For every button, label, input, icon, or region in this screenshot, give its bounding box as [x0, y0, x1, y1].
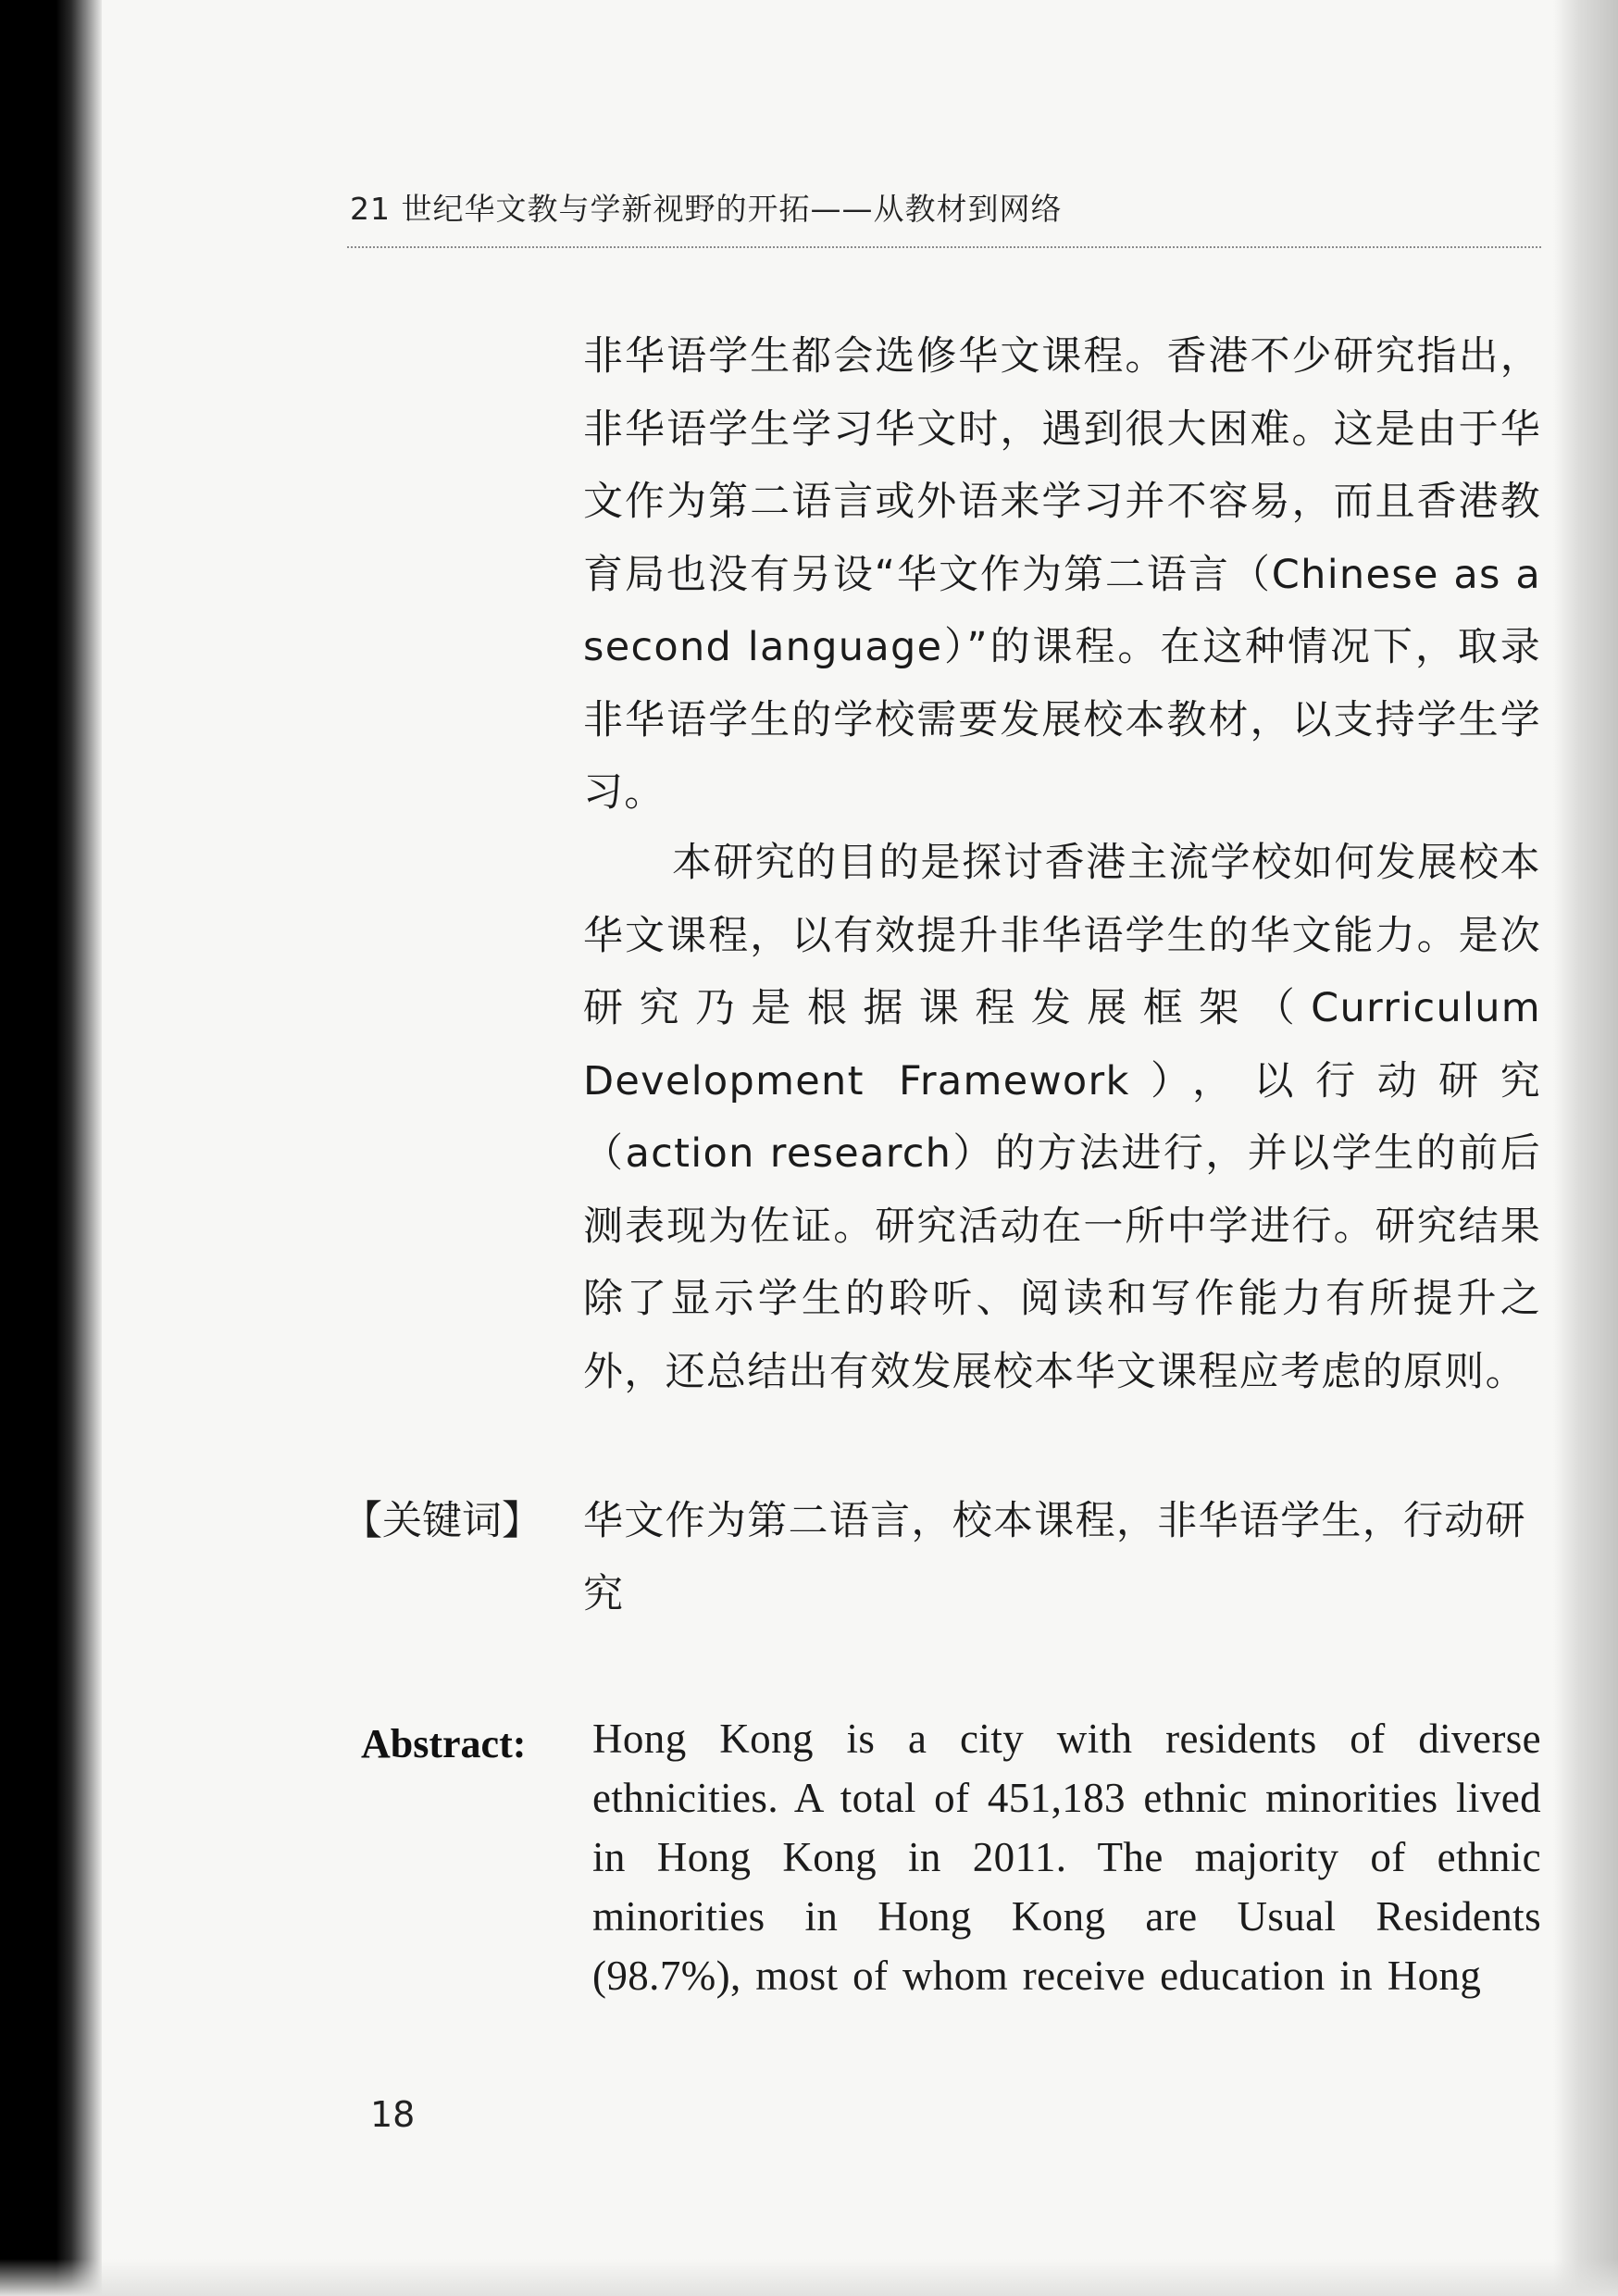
- page-number: 18: [370, 2094, 416, 2135]
- keywords-label: 【关键词】: [342, 1498, 541, 1544]
- running-header: 21 世纪华文教与学新视野的开拓——从教材到网络: [350, 191, 1063, 227]
- header-rule: [347, 246, 1541, 248]
- body-paragraph-2: 本研究的目的是探讨香港主流学校如何发展校本华文课程，以有效提升非华语学生的华文能力。是次研究乃是根据课程发展框架（Curriculum Development Framework），以行动研究（action research）的方法进行，并以学生的前后测表现为佐证。研究活动在一所中学进行。研究结果除了显示学生的聆听、阅读和写作能力有所提升之外，还总结出有效发展校本华文课程应考虑的原则。: [583, 840, 1541, 1395]
- abstract-label: Abstract:: [361, 1721, 527, 1766]
- body-paragraph-1: 非华语学生都会选修华文课程。香港不少研究指出，非华语学生学习华文时，遇到很大困难。这是由于华文作为第二语言或外语来学习并不容易，而且香港教育局也没有另设“华文作为第二语言（Chinese as a second language）”的课程。在这种情况下，取录非华语学生的学校需要发展校本教材，以支持学生学习。: [583, 333, 1541, 816]
- keywords-text: 华文作为第二语言，校本课程，非华语学生，行动研究: [583, 1498, 1526, 1617]
- abstract-text: Hong Kong is a city with residents of diverse ethnicities. A total of 451,183 ethnic minorities lived in Hong Kong in 2011. The majority of ethnic minorities in Hong Kong are Usual Residents (98.7%), most of whom receive education in Hong: [592, 1716, 1541, 1999]
